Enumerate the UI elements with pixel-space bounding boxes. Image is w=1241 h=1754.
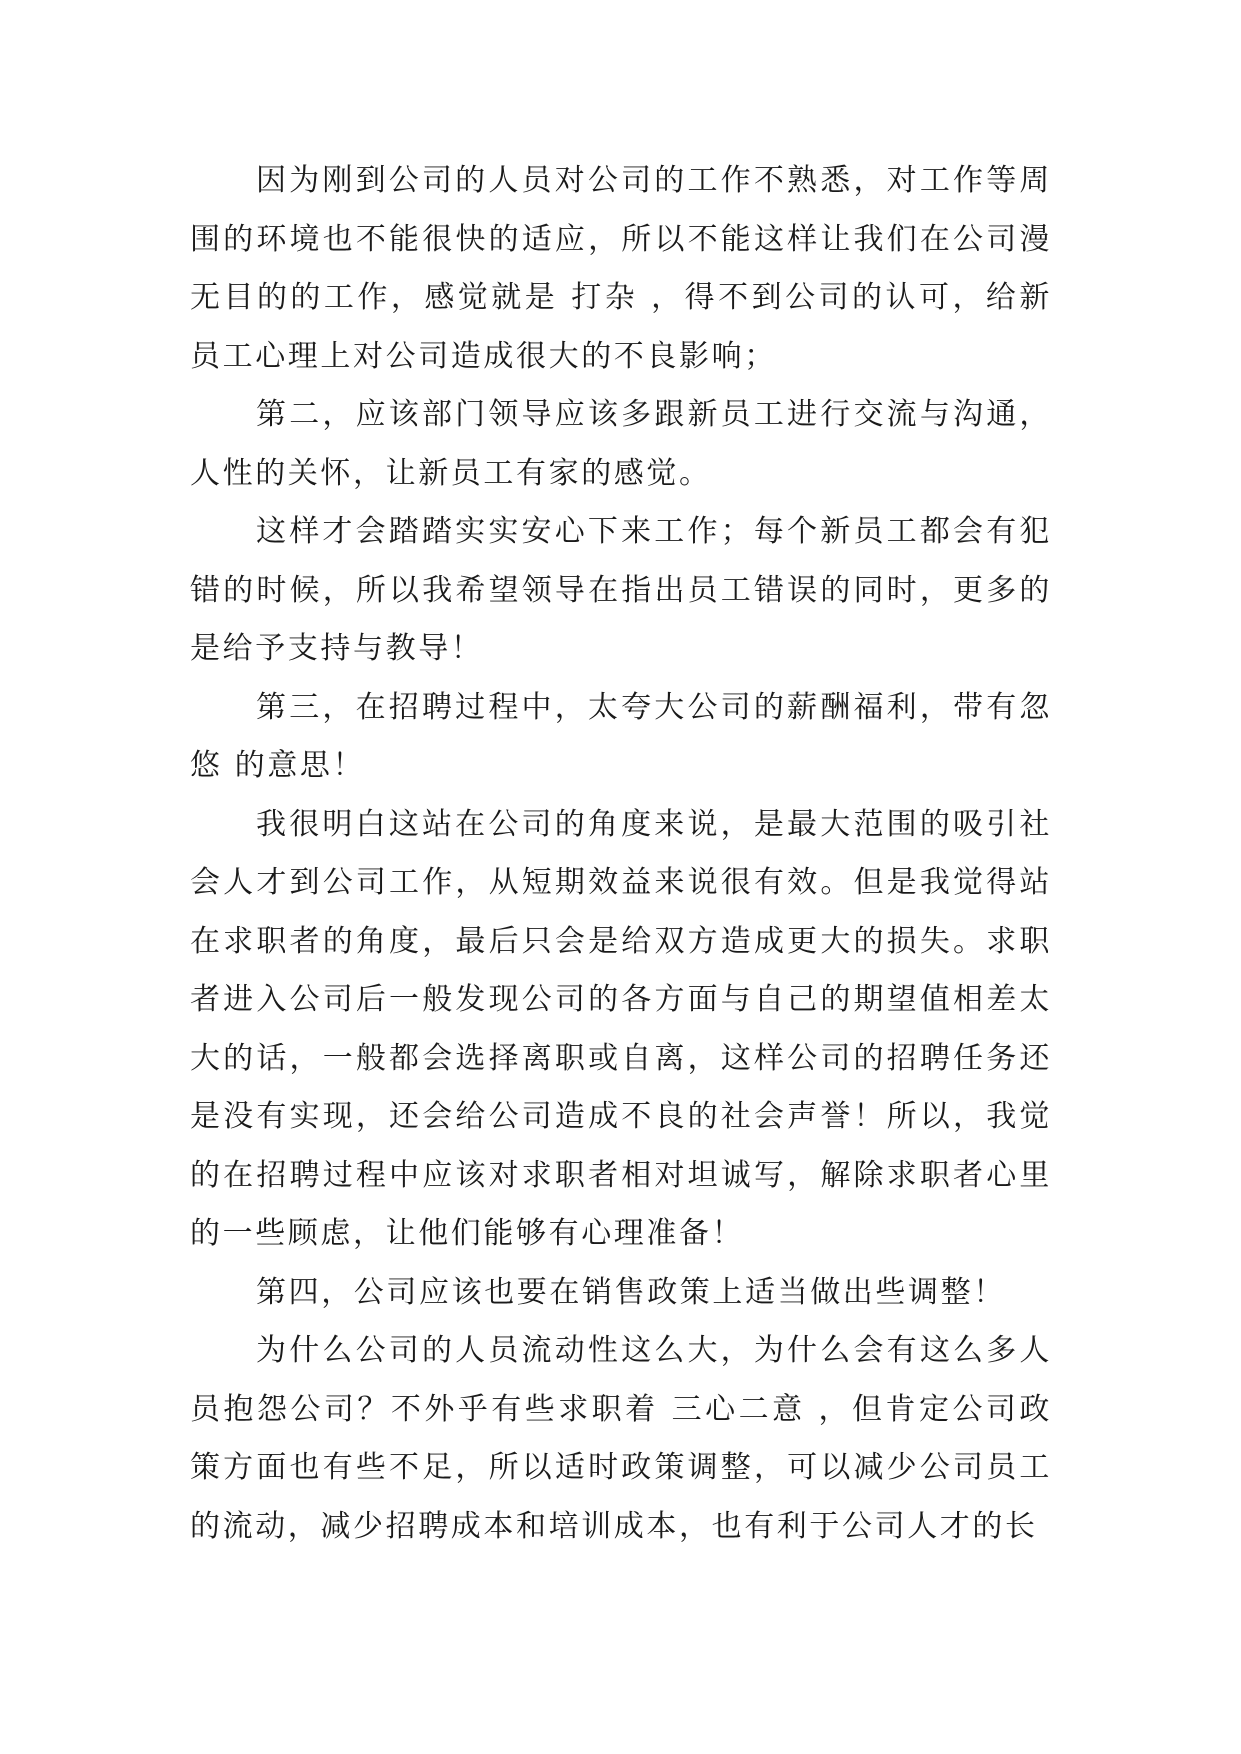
paragraph-2: 第二，应该部门领导应该多跟新员工进行交流与沟通，人性的关怀，让新员工有家的感觉。 bbox=[190, 397, 1052, 491]
paragraph-6: 第四，公司应该也要在销售政策上适当做出些调整！ bbox=[256, 1274, 1006, 1310]
paragraph-3: 这样才会踏踏实实安心下来工作；每个新员工都会有犯错的时候，所以我希望领导在指出员工错误的同时，更多的是给予支持与教导！ bbox=[190, 514, 1052, 666]
paragraph-1: 因为刚到公司的人员对公司的工作不熟悉，对工作等周围的环境也不能很快的适应，所以不能这样让我们在公司漫无目的的工作，感觉就是 打杂 ，得不到公司的认可，给新员工心理上对公司造成很大的不良影响； bbox=[190, 163, 1052, 374]
paragraph-7: 为什么公司的人员流动性这么大，为什么会有这么多人员抱怨公司？不外乎有些求职着 三心二意 ，但肯定公司政策方面也有些不足，所以适时政策调整，可以减少公司员工的流动，减少招聘成本和培训成本，也有利于公司人才的长 bbox=[190, 1333, 1052, 1544]
paragraph-5: 我很明白这站在公司的角度来说，是最大范围的吸引社会人才到公司工作，从短期效益来说很有效。但是我觉得站在求职者的角度，最后只会是给双方造成更大的损失。求职者进入公司后一般发现公司的各方面与自己的期望值相差太大的话，一般都会选择离职或自离，这样公司的招聘任务还是没有实现，还会给公司造成不良的社会声誉！所以，我觉的在招聘过程中应该对求职者相对坦诚写，解除求职者心里的一些顾虑，让他们能够有心理准备！ bbox=[190, 806, 1052, 1251]
paragraph-4: 第三，在招聘过程中，太夸大公司的薪酬福利，带有忽悠 的意思！ bbox=[190, 689, 1052, 783]
document-page bbox=[190, 152, 1052, 1556]
